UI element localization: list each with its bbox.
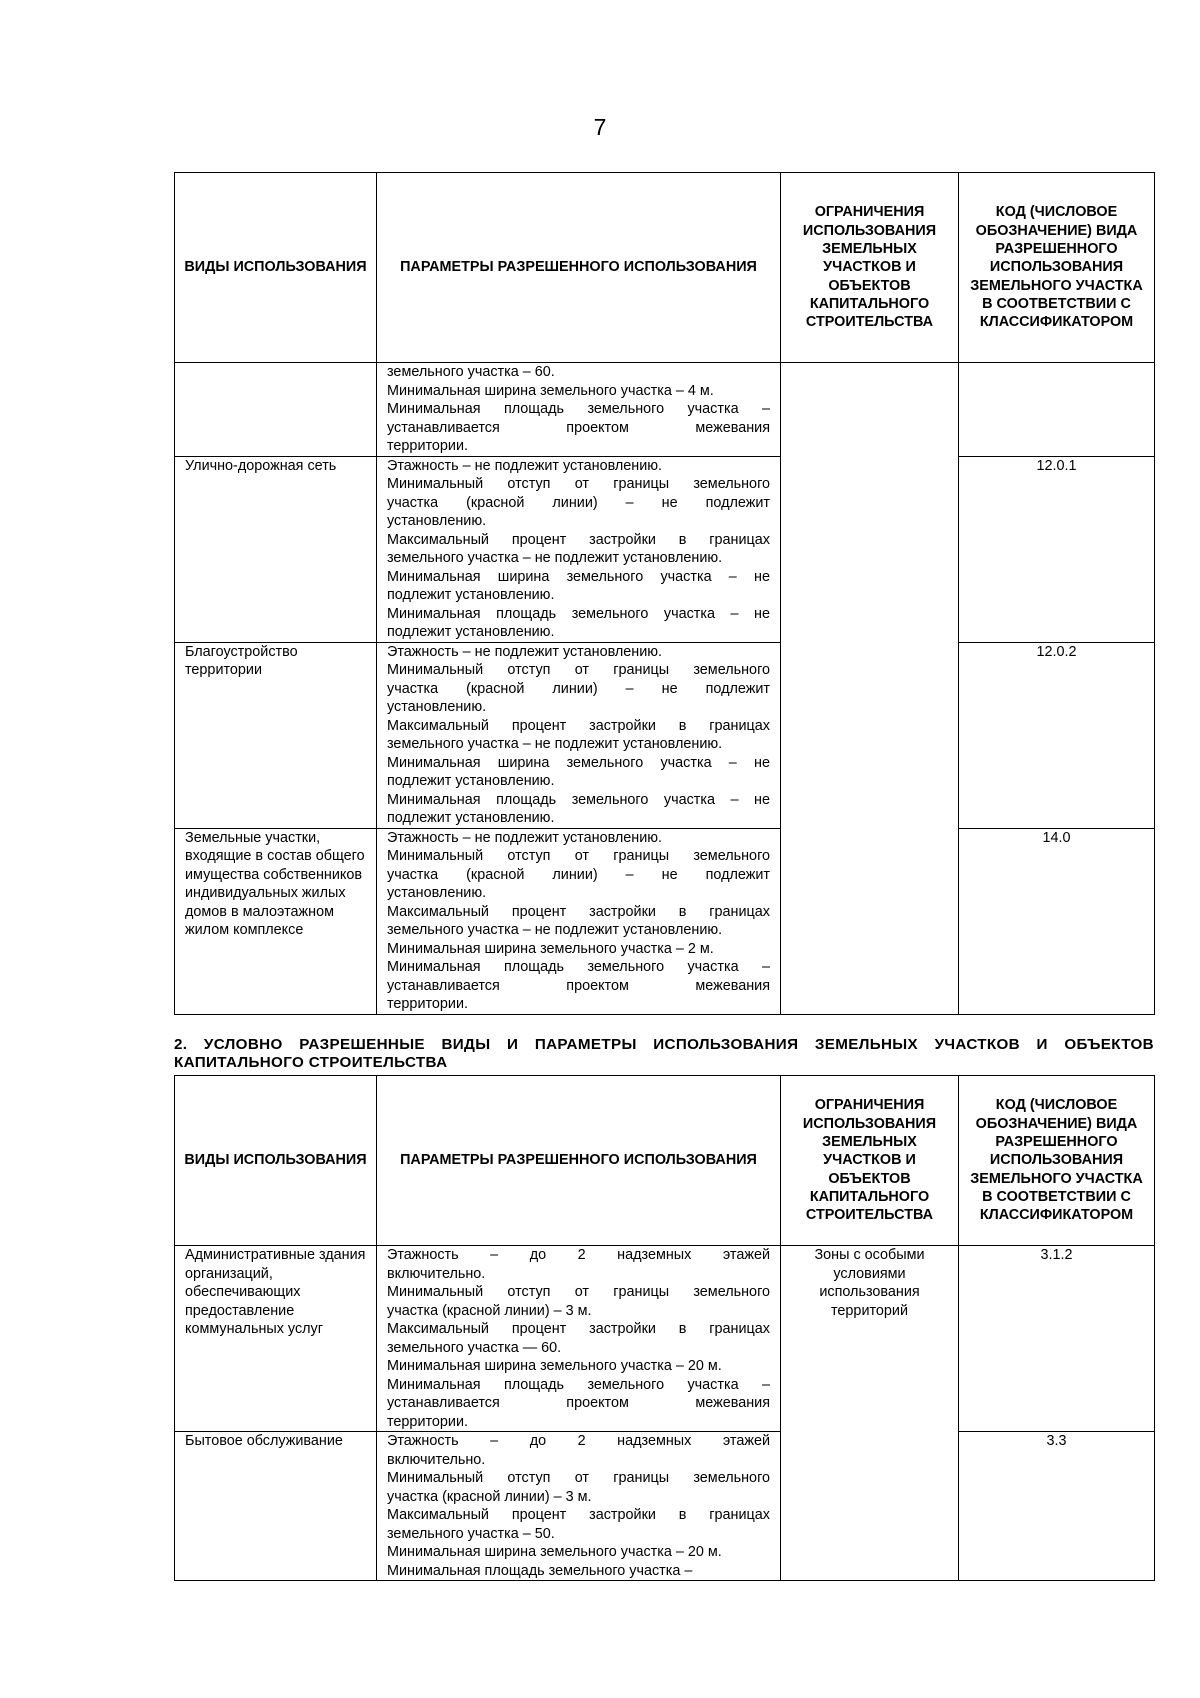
parameter-line: подлежит установлению.	[387, 624, 555, 640]
parameter-line: Максимальный процент застройки в границах	[387, 1321, 770, 1337]
parameter-line: Минимальная ширина земельного участка – 2 м.	[387, 940, 714, 957]
use-type-cell: Улично-дорожная сеть	[175, 456, 377, 642]
parameter-line: Минимальная ширина земельного участка – не	[387, 568, 770, 585]
parameter-line: включительно.	[387, 1265, 486, 1282]
classifier-code-cell: 14.0	[959, 828, 1155, 1014]
parameter-line: подлежит установлению.	[387, 773, 555, 789]
section-2-heading: 2. УСЛОВНО РАЗРЕШЕННЫЕ ВИДЫ И ПАРАМЕТРЫ ИСПОЛЬЗОВАНИЯ ЗЕМЕЛЬНЫХ УЧАСТКОВ И ОБЪЕКТОВ КАПИТАЛЬНОГО СТРОИТЕЛЬСТВА	[174, 1036, 1154, 1071]
header-restrictions: ОГРАНИЧЕНИЯ ИСПОЛЬЗОВАНИЯ ЗЕМЕЛЬНЫХ УЧАСТКОВ И ОБЪЕКТОВ КАПИТАЛЬНОГО СТРОИТЕЛЬСТВА	[781, 1076, 959, 1246]
parameter-line: участка (красной линии) – не подлежит	[387, 866, 770, 883]
parameter-line: Максимальный процент застройки в границах	[387, 1507, 770, 1523]
parameters-cell	[377, 363, 781, 457]
parameter-line: подлежит установлению.	[387, 587, 555, 603]
parameter-line: земельного участка – 60.	[387, 364, 555, 380]
classifier-code-cell: 12.0.1	[959, 456, 1155, 642]
parameter-line: Минимальная ширина земельного участка – не	[387, 754, 770, 771]
parameter-line: Минимальный отступ от границы земельного	[387, 848, 770, 864]
parameter-line: Минимальная ширина земельного участка – 20 м.	[387, 1358, 722, 1374]
table-row	[175, 456, 1155, 642]
use-type-cell	[175, 363, 377, 457]
parameter-line: Этажность – не подлежит установлению.	[387, 643, 663, 660]
parameter-line: включительно.	[387, 1451, 486, 1468]
parameter-line: устанавливается проектом межевания	[387, 977, 770, 994]
parameter-line: Минимальный отступ от границы земельного	[387, 1284, 770, 1300]
classifier-code-cell: 3.1.2	[959, 1246, 1155, 1432]
parameter-line: установлению.	[387, 699, 487, 715]
use-type-cell: Земельные участки, входящие в состав общего имущества собственников индивидуальных жилых домов в малоэтажном жилом комплексе	[175, 828, 377, 1014]
parameter-line: территории.	[387, 996, 468, 1012]
header-use-types: ВИДЫ ИСПОЛЬЗОВАНИЯ	[175, 1076, 377, 1246]
header-classifier-code: КОД (ЧИСЛОВОЕ ОБОЗНАЧЕНИЕ) ВИДА РАЗРЕШЕННОГО ИСПОЛЬЗОВАНИЯ ЗЕМЕЛЬНОГО УЧАСТКА В СООТВЕТСТВИИ С КЛАССИФИКАТОРОМ	[959, 1076, 1155, 1246]
permitted-uses-table	[174, 172, 1155, 1015]
parameter-line: Этажность – до 2 надземных этажей	[387, 1433, 770, 1449]
parameter-line: Минимальная площадь земельного участка –	[387, 1376, 770, 1393]
parameters-cell	[377, 1246, 781, 1432]
parameters-cell	[377, 828, 781, 1014]
parameter-line: Этажность – до 2 надземных этажей	[387, 1247, 770, 1263]
header-parameters: ПАРАМЕТРЫ РАЗРЕШЕННОГО ИСПОЛЬЗОВАНИЯ	[377, 173, 781, 363]
parameter-line: Минимальная площадь земельного участка –	[387, 959, 770, 975]
header-use-types: ВИДЫ ИСПОЛЬЗОВАНИЯ	[175, 173, 377, 363]
classifier-code-cell: 12.0.2	[959, 642, 1155, 828]
parameter-line: Максимальный процент застройки в границах	[387, 531, 770, 548]
parameter-line: территории.	[387, 438, 468, 454]
parameter-line: Минимальная площадь земельного участка –	[387, 1562, 693, 1579]
parameter-line: Минимальная площадь земельного участка – не	[387, 605, 770, 622]
classifier-code-cell: 3.3	[959, 1432, 1155, 1581]
parameter-line: Максимальный процент застройки в границах	[387, 717, 770, 734]
parameters-cell	[377, 1432, 781, 1581]
parameter-line: участка (красной линии) – 3 м.	[387, 1302, 592, 1319]
parameter-line: земельного участка – не подлежит установлению.	[387, 922, 723, 938]
parameter-line: Минимальная площадь земельного участка –	[387, 401, 770, 417]
parameters-cell	[377, 642, 781, 828]
use-type-cell: Бытовое обслуживание	[175, 1432, 377, 1581]
parameter-line: устанавливается проектом межевания	[387, 419, 770, 436]
table-header-row	[175, 173, 1155, 363]
parameter-line: земельного участка — 60.	[387, 1339, 562, 1356]
parameter-line: подлежит установлению.	[387, 810, 555, 826]
parameter-line: Этажность – не подлежит установлению.	[387, 457, 663, 474]
restrictions-cell	[781, 363, 959, 1015]
table-row	[175, 828, 1155, 1014]
parameter-line: земельного участка – 50.	[387, 1525, 555, 1542]
table-row	[175, 363, 1155, 457]
table-row	[175, 1432, 1155, 1581]
use-type-cell: Административные здания организаций, обеспечивающих предоставление коммунальных услуг	[175, 1246, 377, 1432]
parameter-line: установлению.	[387, 513, 487, 529]
header-restrictions: ОГРАНИЧЕНИЯ ИСПОЛЬЗОВАНИЯ ЗЕМЕЛЬНЫХ УЧАСТКОВ И ОБЪЕКТОВ КАПИТАЛЬНОГО СТРОИТЕЛЬСТВА	[781, 173, 959, 363]
parameter-line: Минимальный отступ от границы земельного	[387, 662, 770, 678]
table-row	[175, 642, 1155, 828]
parameter-line: Этажность – не подлежит установлению.	[387, 829, 663, 846]
parameter-line: участка (красной линии) – не подлежит	[387, 494, 770, 511]
restrictions-cell: Зоны с особыми условиями использования территорий	[781, 1246, 959, 1581]
parameter-line: устанавливается проектом межевания	[387, 1395, 770, 1411]
parameter-line: Минимальная ширина земельного участка – 4 м.	[387, 382, 714, 399]
classifier-code-cell	[959, 363, 1155, 457]
parameter-line: Минимальная ширина земельного участка – 20 м.	[387, 1544, 722, 1560]
parameter-line: Максимальный процент застройки в границах	[387, 903, 770, 920]
parameter-line: Минимальная площадь земельного участка – не	[387, 791, 770, 808]
page-number: 7	[593, 114, 607, 140]
use-type-cell: Благоустройство территории	[175, 642, 377, 828]
parameter-line: территории.	[387, 1413, 468, 1430]
header-parameters: ПАРАМЕТРЫ РАЗРЕШЕННОГО ИСПОЛЬЗОВАНИЯ	[377, 1076, 781, 1246]
parameter-line: Минимальный отступ от границы земельного	[387, 1470, 770, 1486]
parameters-cell	[377, 456, 781, 642]
parameter-line: земельного участка – не подлежит установлению.	[387, 736, 723, 752]
parameter-line: установлению.	[387, 885, 487, 901]
header-classifier-code: КОД (ЧИСЛОВОЕ ОБОЗНАЧЕНИЕ) ВИДА РАЗРЕШЕННОГО ИСПОЛЬЗОВАНИЯ ЗЕМЕЛЬНОГО УЧАСТКА В СООТВЕТСТВИИ С КЛАССИФИКАТОРОМ	[959, 173, 1155, 363]
parameter-line: земельного участка – не подлежит установлению.	[387, 550, 723, 566]
table-row	[175, 1246, 1155, 1432]
parameter-line: участка (красной линии) – 3 м.	[387, 1488, 592, 1505]
table-header-row	[175, 1076, 1155, 1246]
parameter-line: Минимальный отступ от границы земельного	[387, 476, 770, 492]
parameter-line: участка (красной линии) – не подлежит	[387, 680, 770, 697]
conditionally-permitted-uses-table	[174, 1075, 1155, 1581]
